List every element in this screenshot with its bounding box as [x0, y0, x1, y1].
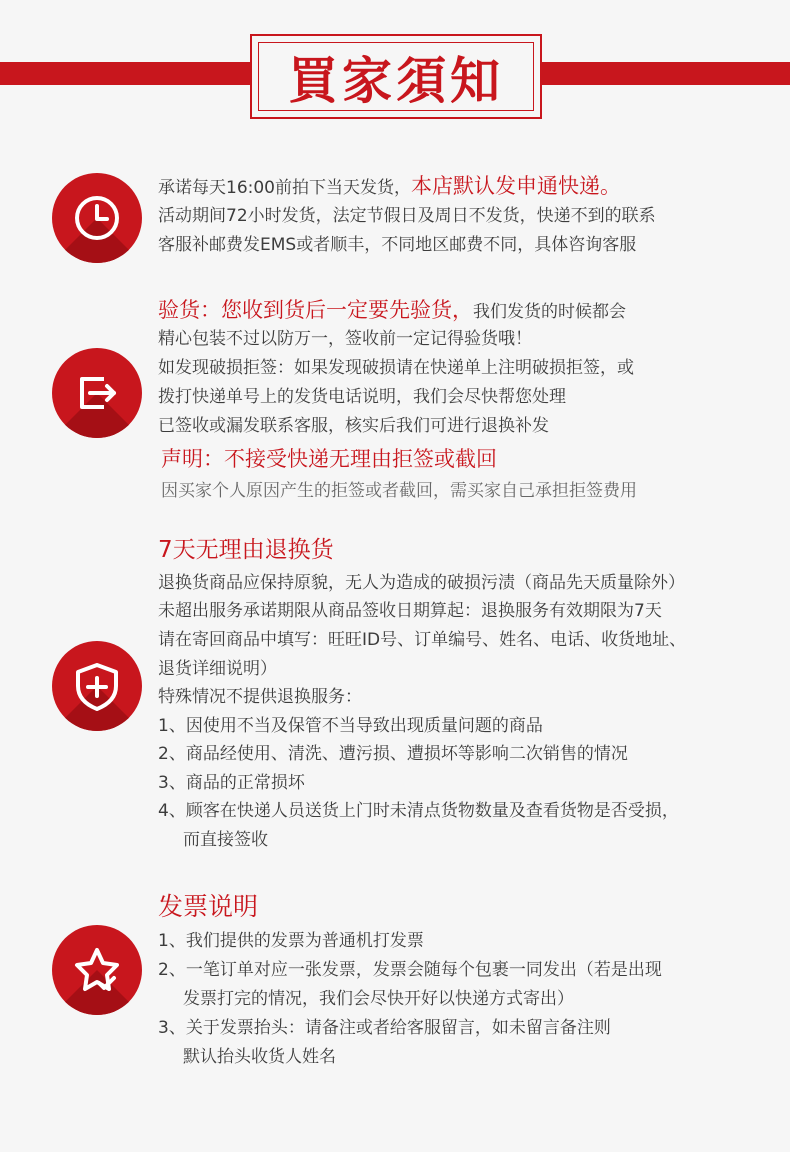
inspection-line-3: 如发现破损拒签：如果发现破损请在快递单上注明破损拒签，或	[158, 358, 634, 378]
returns-line-1: 退换货商品应保持原貌，无人为造成的破损污渍（商品先天质量除外）	[158, 573, 685, 593]
inspection-line-5: 已签收或漏发联系客服，核实后我们可进行退换补发	[158, 416, 549, 436]
returns-heading: 7天无理由退换货	[158, 537, 334, 563]
star-check-icon	[52, 925, 142, 1015]
logout-icon	[52, 348, 142, 438]
shipping-line-3: 客服补邮费发EMS或者顺丰，不同地区邮费不同，具体咨询客服	[158, 235, 637, 255]
returns-line-2: 未超出服务承诺期限从商品签收日期算起：退换服务有效期限为7天	[158, 601, 662, 621]
invoice-item-2-cont: 发票打完的情况，我们会尽快开好以快递方式寄出）	[183, 989, 574, 1009]
invoice-item-3-cont: 默认抬头收货人姓名	[183, 1047, 336, 1067]
returns-line-4: 退货详细说明）	[158, 659, 277, 679]
returns-item-1: 1、因使用不当及保管不当导致出现质量问题的商品	[158, 716, 543, 736]
invoice-heading: 发票说明	[158, 892, 259, 921]
returns-line-3: 请在寄回商品中填写：旺旺ID号、订单编号、姓名、电话、收货地址、	[158, 630, 687, 650]
shipping-line-1: 承诺每天16:00前拍下当天发货，本店默认发申通快递。	[158, 174, 621, 198]
inspection-line-4: 拨打快递单号上的发货电话说明，我们会尽快帮您处理	[158, 387, 566, 407]
inspection-line-2: 精心包装不过以防万一，签收前一定记得验货哦！	[158, 329, 532, 349]
returns-item-4: 4、顾客在快递人员送货上门时未清点货物数量及查看货物是否受损，	[158, 801, 679, 821]
statement-heading: 声明：不接受快递无理由拒签或截回	[161, 447, 497, 471]
page-title: 買家須知	[288, 50, 504, 110]
invoice-item-2: 2、一笔订单对应一张发票，发票会随每个包裹一同发出（若是出现	[158, 960, 662, 980]
returns-item-4-cont: 而直接签收	[183, 830, 268, 850]
title-inner-frame	[258, 42, 534, 111]
returns-line-5: 特殊情况不提供退换服务：	[158, 687, 362, 707]
shipping-line-2: 活动期间72小时发货，法定节假日及周日不发货，快递不到的联系	[158, 206, 656, 226]
shield-plus-icon	[52, 641, 142, 731]
returns-item-2: 2、商品经使用、清洗、遭污损、遭损坏等影响二次销售的情况	[158, 744, 628, 764]
returns-item-3: 3、商品的正常损坏	[158, 773, 305, 793]
title-frame	[250, 34, 542, 119]
invoice-item-1: 1、我们提供的发票为普通机打发票	[158, 931, 424, 951]
inspection-line-1: 验货：您收到货后一定要先验货，我们发货的时候都会	[158, 298, 626, 322]
clock-icon	[52, 173, 142, 263]
invoice-item-3: 3、关于发票抬头：请备注或者给客服留言，如未留言备注则	[158, 1018, 611, 1038]
statement-text: 因买家个人原因产生的拒签或者截回，需买家自己承担拒签费用	[161, 481, 637, 501]
